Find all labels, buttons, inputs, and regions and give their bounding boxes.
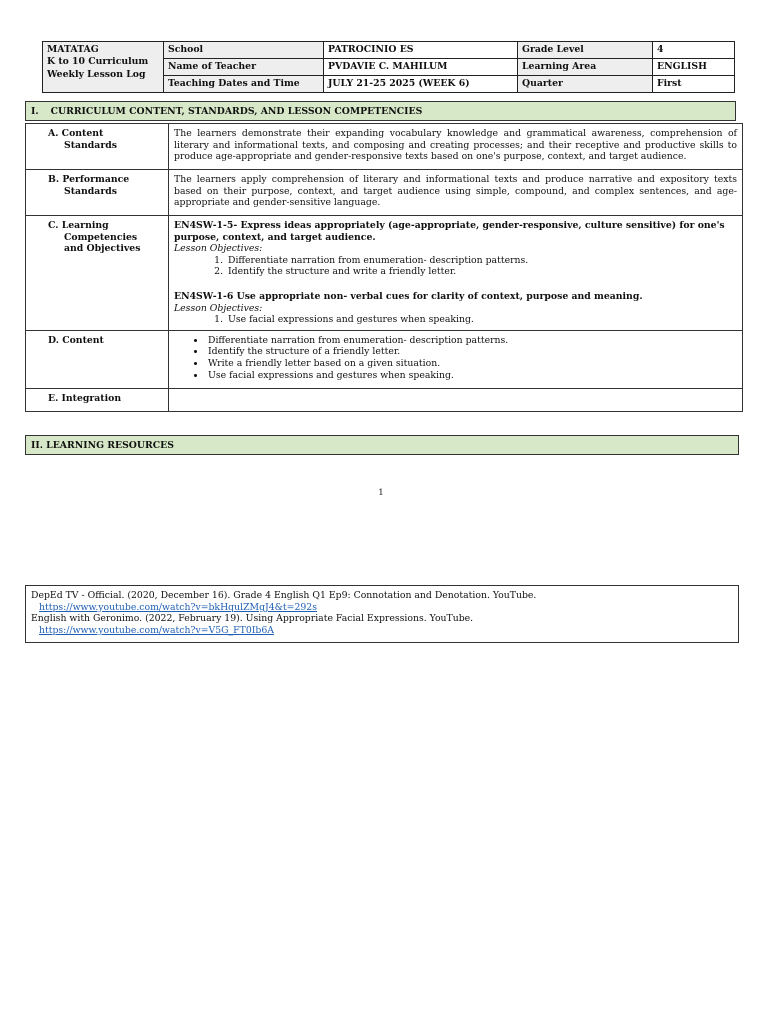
content-item: • Identify the structure of a friendly letter. [206,346,737,358]
performance-standards-label-line-2: Standards [64,185,117,197]
objective-item: 1. Use facial expressions and gestures when speaking. [226,314,737,326]
integration-label: E. Integration [26,388,169,411]
competencies-label [26,216,169,331]
content-standards-label-line-2: Standards [64,139,117,151]
learning-area-label: Learning Area [518,59,653,76]
content-standards-text: The learners demonstrate their expanding vocabulary knowledge and grammatical awareness, comprehension of literary and informational texts, and composing and creating processes; and their receptive and productive skills to produce age-appropriate and gender-responsive texts based on one's purpose, context, and target audience. [169,124,743,170]
section-1-title: CURRICULUM CONTENT, STANDARDS, AND LESSON COMPETENCIES [50,106,423,117]
dates-label: Teaching Dates and Time [164,76,324,93]
page-number: 1 [378,488,384,498]
competency-2: EN4SW-1-6 Use appropriate non- verbal cues for clarity of context, purpose and meaning. [174,291,643,303]
objectives-label-1: Lesson Objectives: [174,243,263,255]
section-2-header [25,435,739,455]
reference-1-citation: DepEd TV - Official. (2020, December 16). Grade 4 English Q1 Ep9: Connotation and Denotation. YouTube. [31,590,537,601]
title-line-1: MATATAG [47,44,99,55]
reference-1-link[interactable]: https://www.youtube.com/watch?v=bkHqulZMgJ4&t=292s [39,601,317,613]
section-2-title: II. LEARNING RESOURCES [31,440,174,451]
log-title [43,42,164,93]
competencies-label-line-3: and Objectives [64,243,141,255]
grade-level-value: 4 [653,42,735,59]
header-table [42,41,735,93]
section-1-number: I. [31,106,39,117]
objectives-list-1 [174,255,737,278]
learning-area-value: ENGLISH [653,59,735,76]
title-line-3: Weekly Lesson Log [47,68,146,80]
reference-2-link[interactable]: https://www.youtube.com/watch?v=V5G_FT0Ib6A [39,624,275,636]
reference-2-citation: English with Geronimo. (2022, February 19). Using Appropriate Facial Expressions. YouTube. [31,613,474,625]
references-box [25,585,739,643]
content-item: • Differentiate narration from enumeration- description patterns. [206,335,737,347]
quarter-label: Quarter [518,76,653,93]
content-item: • Write a friendly letter based on a given situation. [206,358,737,370]
teacher-label: Name of Teacher [164,59,324,76]
content-standards-label-line-1: A. Content [48,128,104,139]
performance-standards-text: The learners apply comprehension of literary and informational texts and produce narrative and expository texts based on their purpose, context, and target audience using simple, compound, and complex sentences, and age-appropriate and gender-sensitive language. [169,170,743,216]
integration-cell [169,388,743,411]
content-label: D. Content [26,330,169,388]
performance-standards-row [26,170,743,216]
title-line-2: K to 10 Curriculum [47,56,149,68]
content-standards-row [26,124,743,170]
integration-row [26,388,743,411]
content-standards-label [26,124,169,170]
competencies-row [26,216,743,331]
quarter-value: First [653,76,735,93]
grade-level-label: Grade Level [518,42,653,59]
section-1-header [25,101,736,121]
competencies-label-line-2: Competencies [64,231,138,243]
objective-item: 2. Identify the structure and write a friendly letter. [226,266,737,278]
competencies-cell [169,216,743,331]
content-cell [169,330,743,388]
competencies-label-line-1: C. Learning [48,220,109,231]
content-item: • Use facial expressions and gestures when speaking. [206,370,737,382]
objective-item: 1. Differentiate narration from enumeration- description patterns. [226,255,737,267]
competency-1: EN4SW-1-5- Express ideas appropriately (age-appropriate, gender-responsive, culture sensitive) for one's purpose, context, and target audience. [174,220,725,243]
teacher-value: PVDAVIE C. MAHILUM [324,59,518,76]
content-row [26,330,743,388]
objectives-label-2: Lesson Objectives: [174,302,263,314]
curriculum-table [25,123,743,412]
performance-standards-label-line-1: B. Performance [48,174,130,185]
dates-value: JULY 21-25 2025 (WEEK 6) [324,76,518,93]
performance-standards-label [26,170,169,216]
school-label: School [164,42,324,59]
school-value: PATROCINIO ES [324,42,518,59]
content-list [174,335,737,381]
objectives-list-2 [174,314,737,326]
